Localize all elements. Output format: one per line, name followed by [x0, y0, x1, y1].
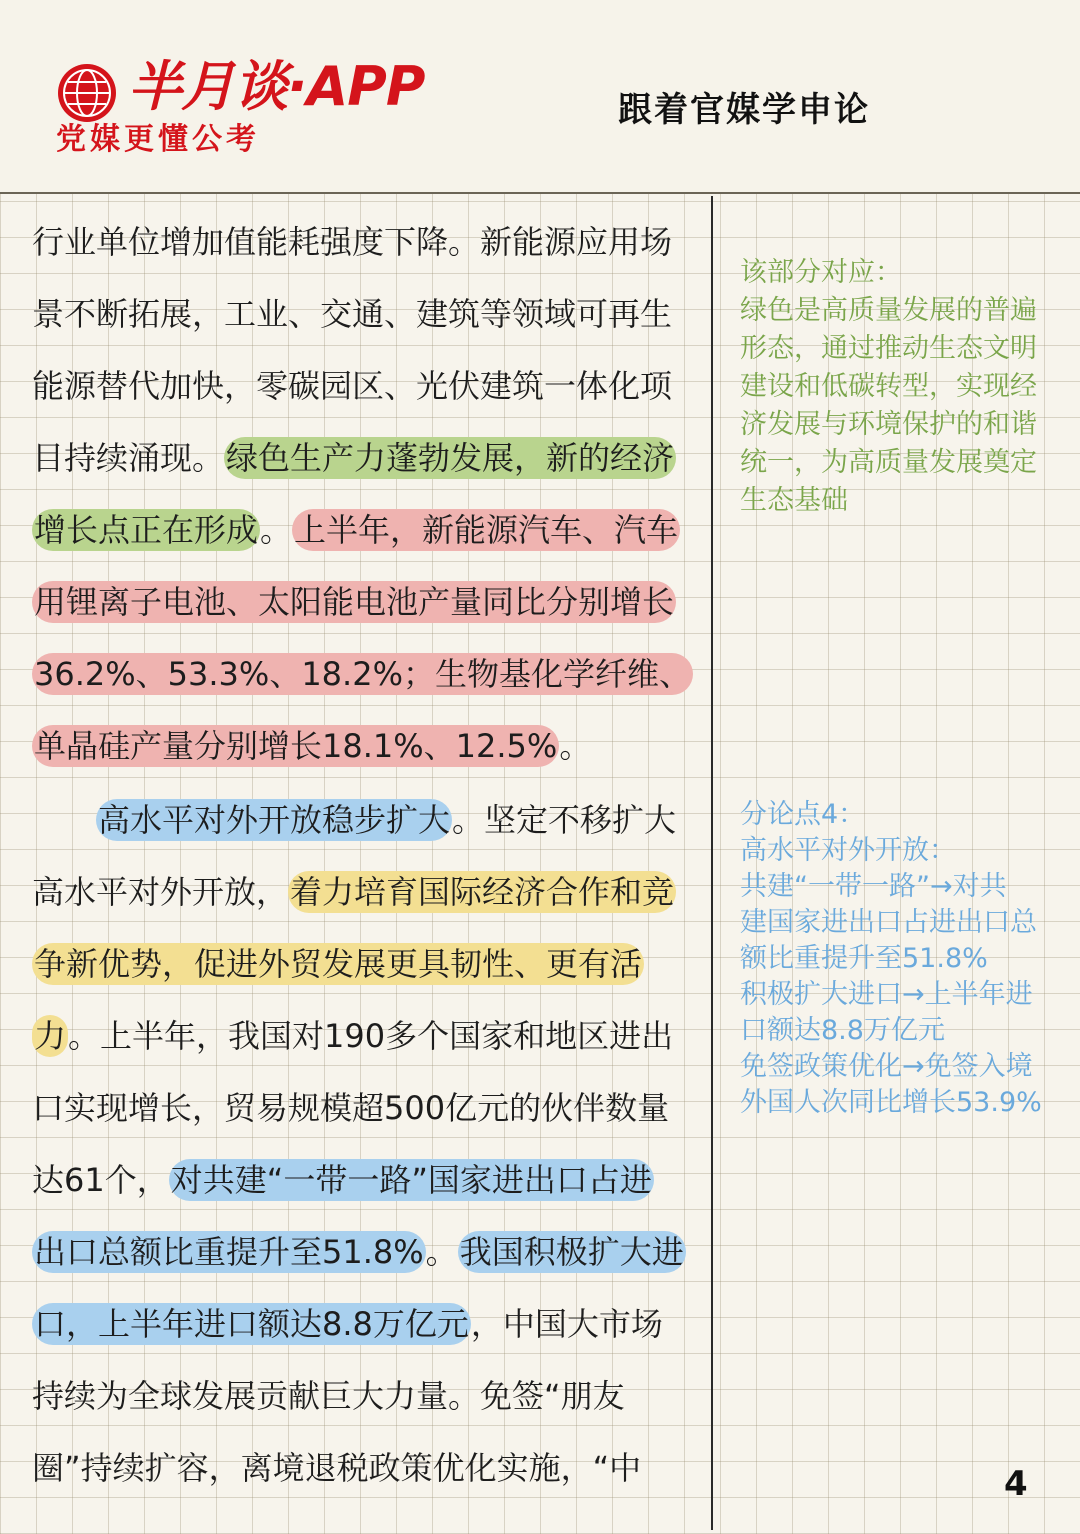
body-line: 圈”持续扩容，离境退税政策优化实施，“中	[32, 1449, 642, 1487]
body-line	[32, 502, 680, 558]
body-text: 。	[260, 511, 293, 549]
series-title: 跟着官媒学申论	[618, 90, 870, 130]
app-logo-slogan: 党媒更懂公考	[56, 122, 260, 157]
body-line	[96, 792, 676, 848]
annotation-line: 建国家进出口占进出口总	[740, 907, 1037, 938]
yellow-highlight: 力	[34, 1017, 67, 1055]
green-highlight: 绿色生产力蓬勃发展，新的经济	[226, 439, 675, 477]
body-line	[32, 718, 591, 774]
annotation-line: 该部分对应：	[740, 257, 902, 288]
body-line: 能源替代加快，零碳园区、光伏建筑一体化项	[32, 367, 673, 405]
annotation-line: 分论点4：	[740, 799, 866, 830]
body-line	[32, 1008, 673, 1064]
body-text: 高水平对外开放，	[32, 873, 289, 911]
pink-highlight: 用锂离子电池、太阳能电池产量同比分别增长	[34, 583, 675, 621]
body-line	[32, 864, 676, 920]
page-header	[0, 0, 1080, 194]
blue-highlight: 我国积极扩大进	[459, 1233, 684, 1271]
pink-highlight: 上半年，新能源汽车、汽车	[294, 511, 679, 549]
annotation-line: 额比重提升至51.8%	[740, 943, 988, 974]
annotation-line: 统一，为高质量发展奠定	[740, 447, 1037, 478]
annotation-line: 共建“一带一路”→对共	[740, 871, 1007, 902]
annotation-line: 外国人次同比增长53.9%	[740, 1087, 1042, 1118]
blue-highlight: 高水平对外开放稳步扩大	[98, 801, 451, 839]
body-text: 。上半年，我国对190多个国家和地区进出	[68, 1017, 674, 1055]
annotation-line: 济发展与环境保护的和谐	[740, 409, 1037, 440]
china-comment-globe-logo	[56, 62, 118, 124]
body-line: 口实现增长，贸易规模超500亿元的伙伴数量	[32, 1089, 670, 1127]
body-line	[32, 1224, 686, 1280]
annotation-line: 积极扩大进口→上半年进	[740, 979, 1033, 1010]
body-line	[32, 430, 676, 486]
body-text: ，中国大市场	[470, 1305, 663, 1343]
green-highlight: 增长点正在形成	[34, 511, 259, 549]
column-divider	[711, 196, 713, 1530]
body-line: 景不断拓展，工业、交通、建筑等领域可再生	[32, 295, 673, 333]
body-line: 行业单位增加值能耗强度下降。新能源应用场	[32, 223, 673, 261]
page-number: 4	[1004, 1464, 1028, 1504]
yellow-highlight: 着力培育国际经济合作和竞	[290, 873, 675, 911]
body-text: 。	[559, 727, 592, 765]
annotation-line: 建设和低碳转型，实现经	[740, 371, 1037, 402]
body-text: 。	[425, 1233, 458, 1271]
annotation-line: 绿色是高质量发展的普遍	[740, 295, 1037, 326]
body-line	[32, 1296, 663, 1352]
annotation-line: 生态基础	[740, 485, 848, 516]
body-line	[32, 1152, 654, 1208]
annotation-line: 形态，通过推动生态文明	[740, 333, 1037, 364]
body-line: 持续为全球发展贡献巨大力量。免签“朋友	[32, 1377, 625, 1415]
app-logo-title: 半月谈·APP	[128, 55, 425, 118]
body-line	[32, 936, 644, 992]
body-line	[32, 646, 693, 702]
body-line	[32, 574, 676, 630]
annotation-line: 口额达8.8万亿元	[740, 1015, 945, 1046]
blue-highlight: 出口总额比重提升至51.8%	[34, 1233, 424, 1271]
yellow-highlight: 争新优势，促进外贸发展更具韧性、更有活	[34, 945, 643, 983]
pink-highlight: 36.2%、53.3%、18.2%；生物基化学纤维、	[34, 655, 691, 693]
annotation-line: 免签政策优化→免签入境	[740, 1051, 1033, 1082]
body-text: 。坚定不移扩大	[452, 801, 677, 839]
blue-highlight: 对共建“一带一路”国家进出口占进	[170, 1161, 652, 1199]
body-text: 达61个，	[32, 1161, 169, 1199]
body-text: 目持续涌现。	[32, 439, 225, 477]
pink-highlight: 单晶硅产量分别增长18.1%、12.5%	[34, 727, 558, 765]
blue-highlight: 口，上半年进口额达8.8万亿元	[34, 1305, 469, 1343]
annotation-line: 高水平对外开放：	[740, 835, 956, 866]
